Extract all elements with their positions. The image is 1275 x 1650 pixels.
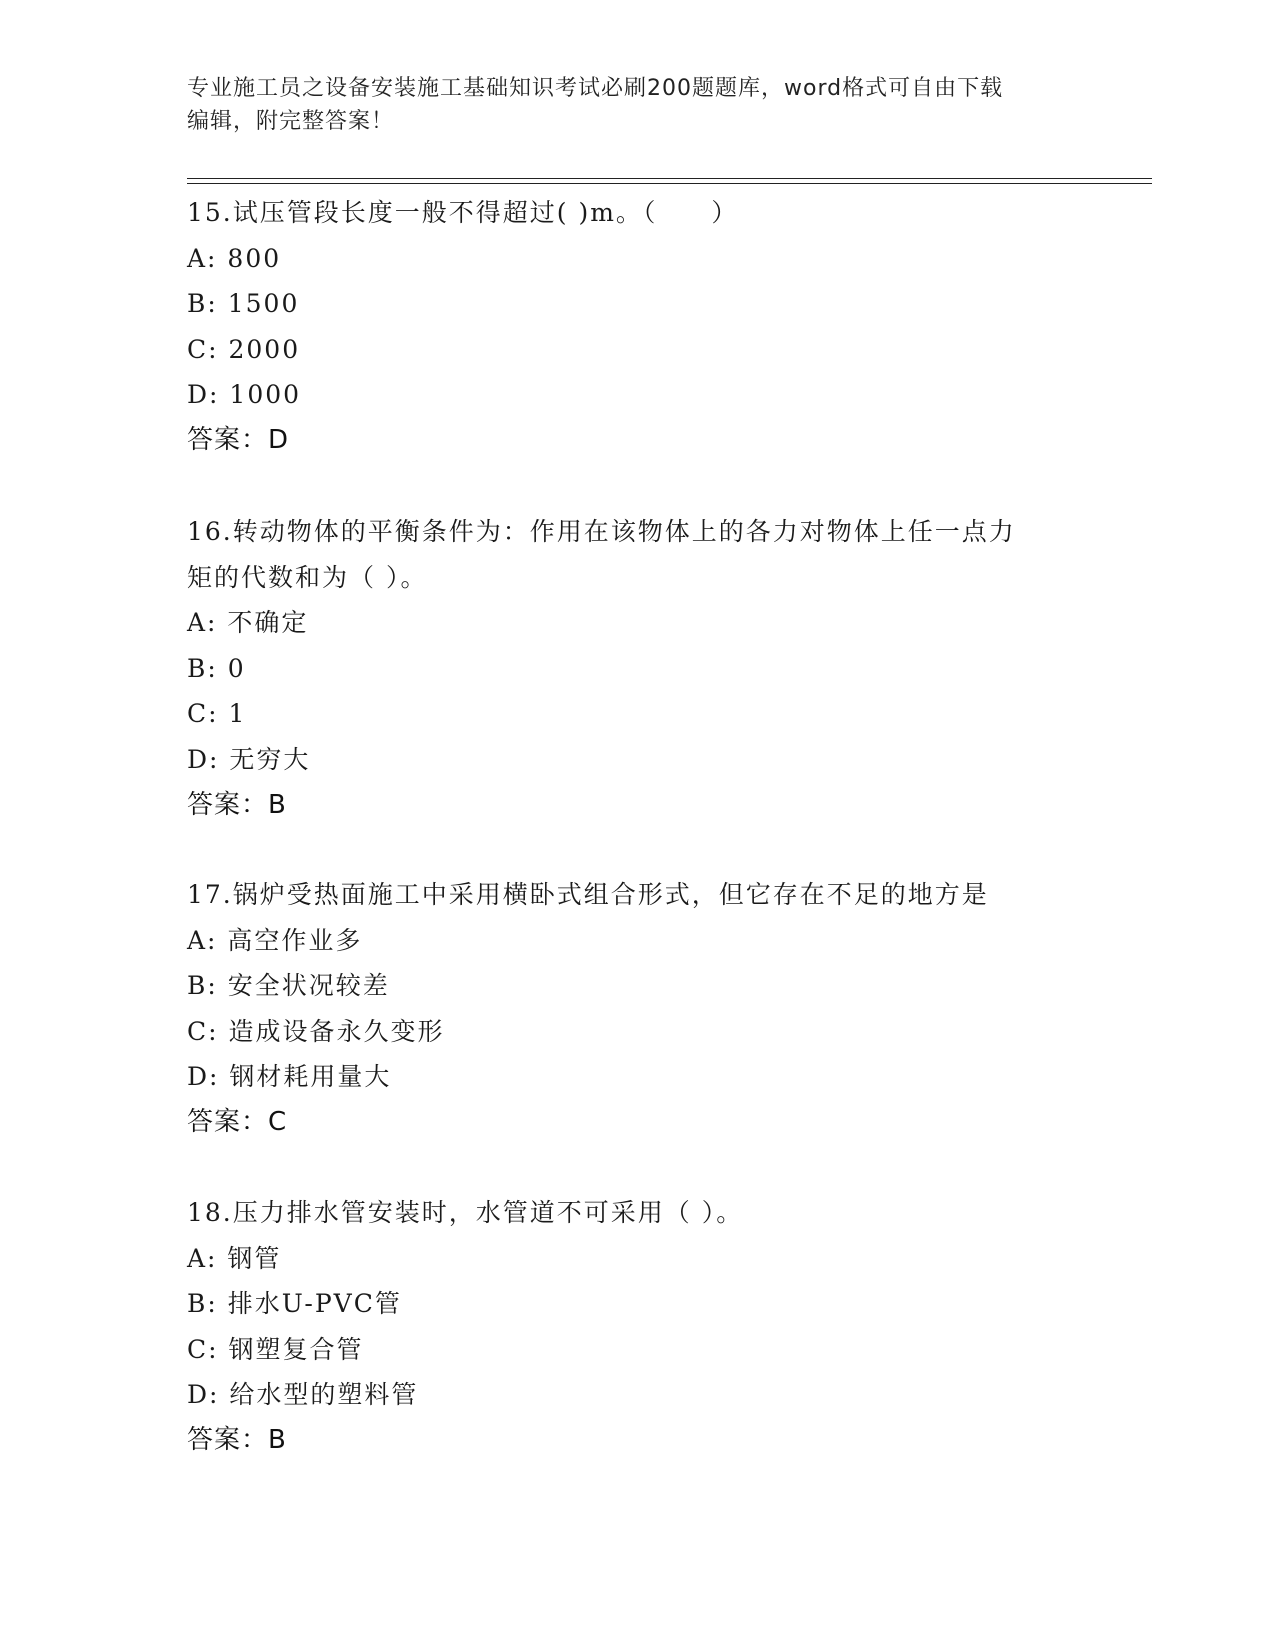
option-c: C: 钢塑复合管: [187, 1334, 364, 1364]
option-d: D: 1000: [187, 380, 302, 410]
question-15: [187, 190, 1087, 464]
option-b: B: 安全状况较差: [187, 971, 390, 1001]
question-stem: 18.压力排水管安装时，水管道不可采用（ ）。: [187, 1198, 744, 1227]
answer-line: 答案：B: [187, 1424, 287, 1455]
option-a: A: 高空作业多: [187, 925, 363, 955]
option-a: A: 钢管: [187, 1243, 282, 1273]
option-b: B: 0: [187, 653, 246, 683]
question-stem-line-1: 16.转动物体的平衡条件为：作用在该物体上的各力对物体上任一点力: [187, 517, 1016, 546]
option-a: A: 不确定: [187, 608, 309, 638]
answer-line: 答案：B: [187, 789, 287, 820]
option-d: D: 给水型的塑料管: [187, 1380, 419, 1410]
option-c: C: 造成设备永久变形: [187, 1016, 445, 1046]
question-17: [187, 872, 1087, 1146]
option-d: D: 无穷大: [187, 744, 311, 774]
header-title-line-1: 专业施工员之设备安装施工基础知识考试必刷200题题库，word格式可自由下载: [187, 76, 1004, 101]
option-c: C: 2000: [187, 334, 301, 364]
option-b: B: 排水U-PVC管: [187, 1289, 402, 1319]
option-b: B: 1500: [187, 289, 300, 319]
option-c: C: 1: [187, 699, 247, 729]
answer-line: 答案：C: [187, 1106, 288, 1137]
question-stem: 17.锅炉受热面施工中采用横卧式组合形式，但它存在不足的地方是: [187, 880, 989, 909]
question-16: [187, 509, 1087, 828]
answer-line: 答案：D: [187, 424, 290, 455]
question-18: [187, 1190, 1087, 1464]
option-d: D: 钢材耗用量大: [187, 1062, 392, 1092]
question-stem-line-2: 矩的代数和为（ ）。: [187, 562, 428, 592]
option-a: A: 800: [187, 243, 282, 273]
header-divider-bottom: [187, 183, 1152, 184]
question-stem: 15.试压管段长度一般不得超过( )m。（ ）: [187, 198, 739, 227]
header-title-line-2: 编辑，附完整答案！: [187, 109, 395, 134]
document-header: [187, 72, 1067, 138]
header-divider-top: [187, 178, 1152, 179]
